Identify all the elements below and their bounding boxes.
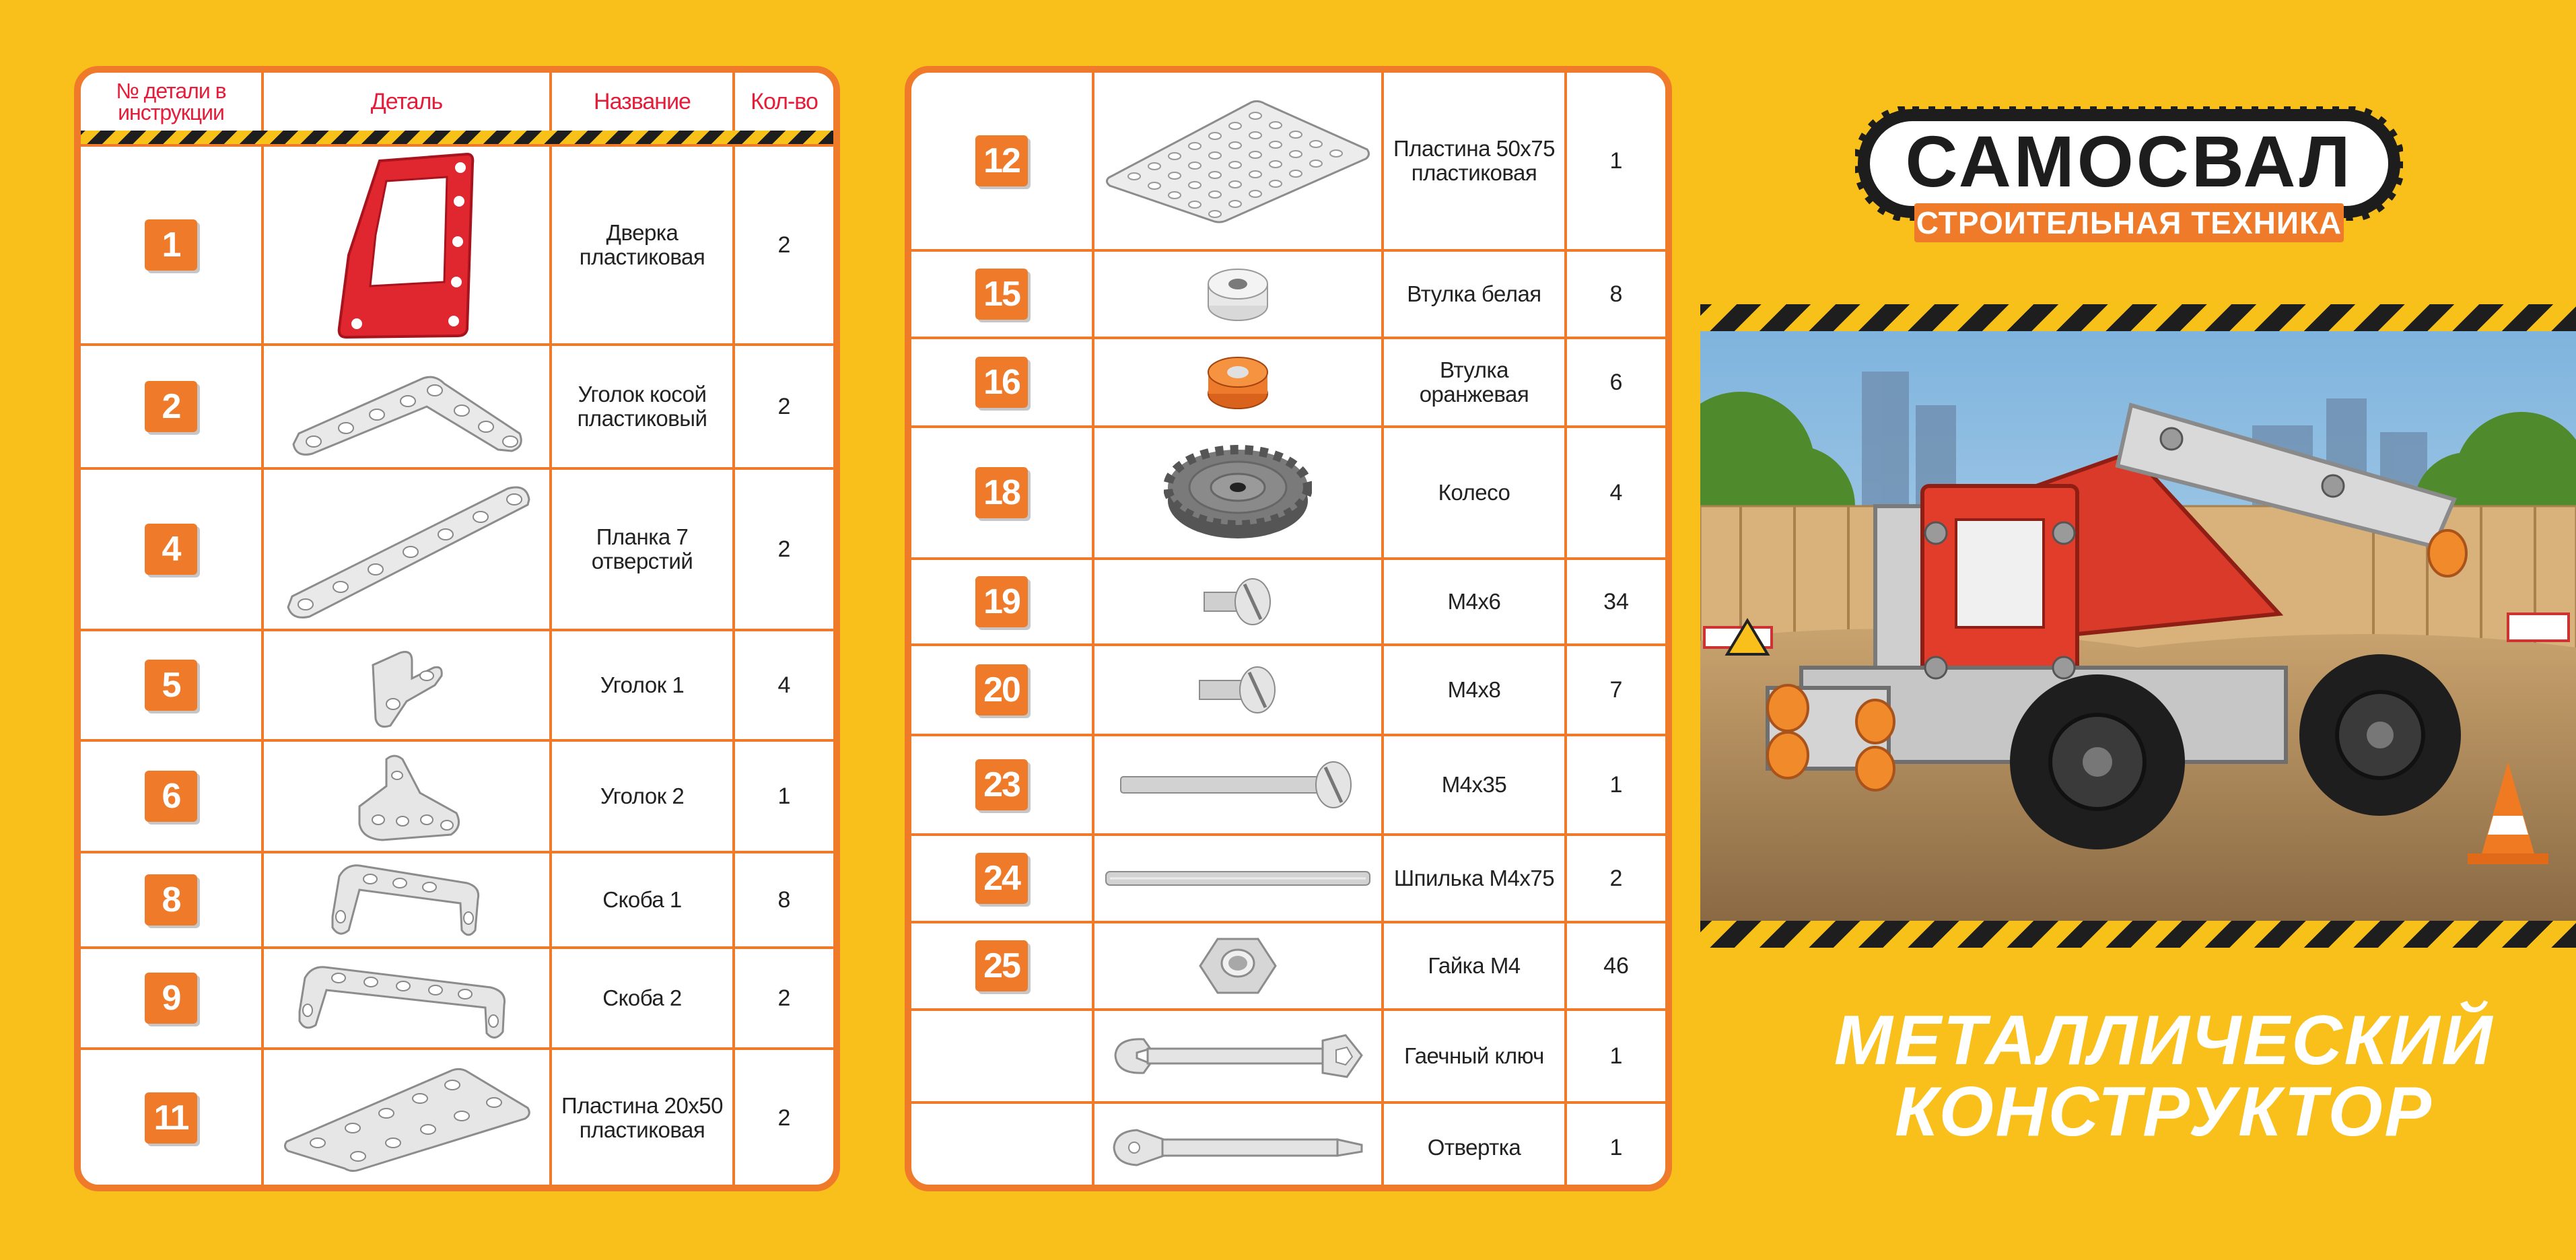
screwdriver-icon: [1093, 1102, 1383, 1191]
table-row: [911, 559, 1665, 645]
plate-hole: [1209, 152, 1221, 159]
white-bushing-icon: [1093, 250, 1383, 338]
header-part-number: № детали в инструкции: [81, 73, 263, 131]
plate-hole: [1189, 162, 1201, 169]
table-row: [911, 645, 1665, 735]
headline-line-1: МЕТАЛЛИЧЕСКИЙ: [1834, 1002, 2495, 1080]
plate-hole: [1249, 132, 1261, 139]
part-quantity: 1: [1566, 1010, 1665, 1102]
plate-hole: [1249, 190, 1261, 197]
table-row: [81, 852, 833, 948]
plate-hole: [1169, 172, 1181, 179]
part-number-badge: 6: [145, 771, 197, 822]
strip-7-holes-icon: [263, 468, 551, 630]
product-photo: [1700, 331, 2576, 921]
plate-hole: [1269, 161, 1282, 168]
part-quantity: 2: [734, 948, 833, 1049]
plate-hole: [1249, 112, 1261, 119]
stud-m4x75-icon: [1093, 835, 1383, 922]
part-number-badge: 12: [975, 135, 1028, 186]
part-quantity: 2: [734, 1049, 833, 1186]
plate-hole: [1169, 153, 1181, 160]
plate-50x75-icon: [1093, 73, 1383, 250]
table-row: [911, 250, 1665, 338]
plate-hole: [1189, 143, 1201, 149]
part-quantity: 8: [1566, 250, 1665, 338]
part-quantity: 1: [1566, 735, 1665, 835]
screw-m4x6-icon: [1093, 559, 1383, 645]
part-number-empty: [911, 1102, 1093, 1191]
plate-hole: [1269, 180, 1282, 187]
hazard-stripe-top: [1700, 304, 2576, 331]
part-name: Шпилька М4х75: [1383, 835, 1566, 922]
plate-hole: [1229, 123, 1241, 129]
plate-hole: [1148, 163, 1160, 170]
plate-hole: [1209, 172, 1221, 178]
plate-hole: [1249, 171, 1261, 178]
plate-hole: [1229, 181, 1241, 188]
plate-hole: [1310, 160, 1322, 167]
part-number-badge: 2: [145, 381, 197, 432]
plate-hole: [1229, 142, 1241, 149]
parts-table-left: [74, 66, 840, 1191]
plate-hole: [1189, 201, 1201, 208]
part-name: Колесо: [1383, 427, 1566, 559]
part-quantity: 2: [734, 345, 833, 468]
part-name: М4х8: [1383, 645, 1566, 735]
screw-m4x8-icon: [1093, 645, 1383, 735]
part-name: Уголок 2: [551, 740, 734, 852]
oblique-angle-part-icon: [263, 345, 551, 468]
table-row: [81, 630, 833, 740]
part-name: Дверка пластиковая: [551, 145, 734, 345]
part-name: Втулка белая: [1383, 250, 1566, 338]
part-number-badge: 8: [145, 874, 197, 925]
plate-hole: [1249, 151, 1261, 158]
plate-hole: [1269, 122, 1282, 129]
part-number-badge: 9: [145, 973, 197, 1024]
plate-hole: [1229, 201, 1241, 207]
part-name: Скоба 1: [551, 852, 734, 948]
part-name: М4х6: [1383, 559, 1566, 645]
part-number-badge: 19: [975, 576, 1028, 627]
bracket-2-icon: [263, 948, 551, 1049]
wrench-icon: [1093, 1010, 1383, 1102]
plate-hole: [1169, 192, 1181, 199]
hazard-stripe-bottom: [1700, 921, 2576, 948]
part-number-badge: 5: [145, 660, 197, 711]
part-name: Пластина 50х75 пластиковая: [1383, 73, 1566, 250]
part-quantity: 2: [1566, 835, 1665, 922]
table-row: [81, 468, 833, 630]
part-name: Скоба 2: [551, 948, 734, 1049]
table-row: [81, 948, 833, 1049]
table-row: [911, 835, 1665, 922]
part-number-badge: 25: [975, 940, 1028, 991]
header-name: Название: [551, 73, 734, 131]
part-name: Пластина 20х50 пластиковая: [551, 1049, 734, 1186]
orange-bushing-icon: [1093, 338, 1383, 427]
wheel-icon: [1093, 427, 1383, 559]
part-quantity: 4: [734, 630, 833, 740]
part-name: Уголок 1: [551, 630, 734, 740]
part-quantity: 2: [734, 145, 833, 345]
angle-2-icon: [263, 740, 551, 852]
plate-hole: [1189, 182, 1201, 188]
logo-subtitle: СТРОИТЕЛЬНАЯ ТЕХНИКА: [1914, 203, 2344, 242]
door-part-icon: [263, 145, 551, 345]
table-row: [81, 345, 833, 468]
plate-hole: [1330, 150, 1342, 157]
table-row: [911, 73, 1665, 250]
part-number-badge: 4: [145, 524, 197, 575]
part-number-badge: 11: [145, 1092, 197, 1144]
part-number-empty: [911, 1010, 1093, 1102]
part-quantity: 8: [734, 852, 833, 948]
plate-hole: [1148, 182, 1160, 189]
table-row: [911, 427, 1665, 559]
angle-1-icon: [263, 630, 551, 740]
part-quantity: 4: [1566, 427, 1665, 559]
part-quantity: 2: [734, 468, 833, 630]
part-number-badge: 23: [975, 759, 1028, 810]
parts-table: [911, 73, 1665, 1191]
table-row: [911, 1010, 1665, 1102]
part-name: Втулка оранжевая: [1383, 338, 1566, 427]
hazard-stripe: [81, 131, 833, 145]
part-quantity: 6: [1566, 338, 1665, 427]
part-quantity: 1: [1566, 73, 1665, 250]
plate-hole: [1209, 191, 1221, 198]
headline-line-2: КОНСТРУКТОР: [1895, 1073, 2433, 1151]
table-row: [911, 735, 1665, 835]
plate-hole: [1269, 141, 1282, 148]
plate-hole: [1209, 211, 1221, 217]
part-number-badge: 1: [145, 219, 197, 271]
part-name: Гаечный ключ: [1383, 1010, 1566, 1102]
table-row: [81, 1049, 833, 1186]
part-quantity: 7: [1566, 645, 1665, 735]
brand-logo: [1862, 113, 2396, 254]
plate-hole: [1229, 162, 1241, 168]
nut-m4-icon: [1093, 922, 1383, 1010]
part-number-badge: 18: [975, 467, 1028, 518]
plate-hole: [1290, 151, 1302, 158]
plate-hole: [1290, 170, 1302, 177]
part-name: Уголок косой пластиковый: [551, 345, 734, 468]
part-number-badge: 24: [975, 853, 1028, 904]
part-quantity: 1: [1566, 1102, 1665, 1191]
screw-m4x35-icon: [1093, 735, 1383, 835]
part-quantity: 46: [1566, 922, 1665, 1010]
part-name: Гайка М4: [1383, 922, 1566, 1010]
bracket-1-icon: [263, 852, 551, 948]
part-quantity: 34: [1566, 559, 1665, 645]
part-number-badge: 15: [975, 269, 1028, 320]
parts-table-right: [905, 66, 1672, 1191]
part-quantity: 1: [734, 740, 833, 852]
plate-hole: [1310, 141, 1322, 147]
header-part: Деталь: [263, 73, 551, 131]
part-name: Отвертка: [1383, 1102, 1566, 1191]
part-number-badge: 20: [975, 664, 1028, 715]
table-row: [81, 145, 833, 345]
plate-hole: [1290, 131, 1302, 138]
table-row: [911, 1102, 1665, 1191]
parts-table: [81, 73, 833, 1186]
table-row: [911, 922, 1665, 1010]
logo-title: САМОСВАЛ: [1905, 120, 2353, 202]
header-quantity: Кол-во: [734, 73, 833, 131]
part-name: М4х35: [1383, 735, 1566, 835]
table-row: [911, 338, 1665, 427]
part-number-badge: 16: [975, 357, 1028, 408]
plate-hole: [1128, 173, 1140, 180]
table-row: [81, 740, 833, 852]
plate-hole: [1209, 133, 1221, 139]
plate-20x50-icon: [263, 1049, 551, 1186]
part-name: Планка 7 отверстий: [551, 468, 734, 630]
